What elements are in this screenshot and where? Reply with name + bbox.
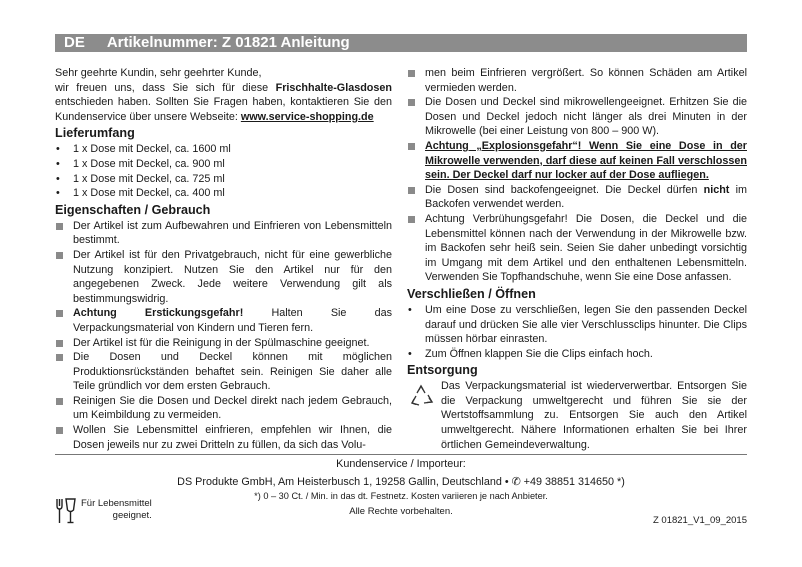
list-item: Reinigen Sie die Dosen und Deckel direkt nach jedem Gebrauch, um Keimbildung zu vermeiden. bbox=[55, 394, 392, 423]
cost-note: *) 0 – 30 Ct. / Min. in das dt. Festnetz. Kosten variieren je nach Anbieter. bbox=[254, 491, 548, 501]
eigenschaften-heading: Eigenschaften / Gebrauch bbox=[55, 202, 211, 217]
list-item: Der Artikel ist für die Reinigung in der Spülmaschine geeignet. bbox=[55, 336, 392, 351]
food-safe-label bbox=[55, 497, 152, 529]
entsorgung-block bbox=[407, 379, 747, 452]
verschliessen-heading: Verschließen / Öffnen bbox=[407, 286, 536, 301]
recycle-icon bbox=[407, 379, 441, 452]
list-item: • Zum Öffnen klappen Sie die Clips einfach hoch. bbox=[407, 347, 747, 362]
list-item: Die Dosen sind backofengeeignet. Die Deckel dürfen nicht im Backofen verwendet werden. bbox=[407, 183, 747, 212]
eigenschaften-list bbox=[55, 219, 392, 453]
list-item: • 1 x Dose mit Deckel, ca. 1600 ml bbox=[55, 142, 392, 157]
list-item: Achtung Verbrühungsgefahr! Die Dosen, die Deckel und die Lebensmittel können nach der Verwendung in der Mikrowelle bzw. im Backofen sehr heiß sein. Seien Sie daher unbedingt vorsichtig im Umgang mit dem Artikel und den enthaltenen Lebensmitteln. Verwenden Sie Topfhandschuhe, wenn Sie eine Dose anfassen. bbox=[407, 212, 747, 285]
glass-fork-icon bbox=[55, 497, 77, 529]
kundenservice-label: Kundenservice / Importeur: bbox=[336, 458, 466, 470]
footer-divider bbox=[55, 454, 747, 455]
list-item: • 1 x Dose mit Deckel, ca. 900 ml bbox=[55, 157, 392, 172]
lieferumfang-heading: Lieferumfang bbox=[55, 126, 135, 141]
intro-paragraph: wir freuen uns, dass Sie sich für diese Frischhalte-Glasdosen entschieden haben. Sollten Sie Fragen haben, kontaktieren Sie den Kundenservice über unsere Webseite: www.service-shopping.de bbox=[55, 81, 392, 123]
list-item: • Um eine Dose zu verschließen, legen Sie den passenden Deckel darauf und drücken Sie alle vier Verschlussclips hinunter. Die Clips müssen hörbar einrasten. bbox=[407, 303, 747, 347]
verschliessen-list bbox=[407, 303, 747, 361]
header-bar bbox=[55, 34, 747, 52]
greeting: Sehr geehrte Kundin, sehr geehrter Kunde, bbox=[55, 67, 262, 79]
list-item: Der Artikel ist zum Aufbewahren und Einfrieren von Lebensmitteln bestimmt. bbox=[55, 219, 392, 248]
rights-note: Alle Rechte vorbehalten. bbox=[349, 506, 453, 517]
food-safe-text-1: Für Lebensmittel bbox=[81, 498, 152, 509]
right-column bbox=[407, 66, 747, 452]
eigenschaften-list-continued bbox=[407, 66, 747, 285]
explosion-warning: Achtung „Explosionsgefahr“! Wenn Sie eine Dose in der Mikrowelle verwenden, darf diese auf keinen Fall verschlossen sein. Der Deckel darf nur locker auf der Dose aufliegen. bbox=[407, 139, 747, 183]
document-code: Z 01821_V1_09_2015 bbox=[652, 515, 747, 526]
list-item: Achtung Erstickungsgefahr! Halten Sie das Verpackungsmaterial von Kindern und Tieren fern. bbox=[55, 306, 392, 335]
list-item: Der Artikel ist für den Privatgebrauch, nicht für eine gewerbliche Nutzung konzipiert. Nutzen Sie den Artikel nur für den angegebenen Zweck. Jede weitere Verwendung gilt als bestimmungswidrig. bbox=[55, 248, 392, 306]
website-link[interactable]: www.service-shopping.de bbox=[240, 110, 374, 123]
entsorgung-heading: Entsorgung bbox=[407, 363, 478, 378]
list-item: Wollen Sie Lebensmittel einfrieren, empfehlen wir Ihnen, die Dosen jeweils nur zu zwei Dritteln zu füllen, da sich das Volu- bbox=[55, 423, 392, 452]
lieferumfang-list bbox=[55, 142, 392, 200]
left-column bbox=[55, 66, 392, 452]
list-item: • 1 x Dose mit Deckel, ca. 725 ml bbox=[55, 172, 392, 187]
language-code: DE bbox=[64, 34, 85, 51]
list-item-continued: men beim Einfrieren vergrößert. So können Schäden am Artikel vermieden werden. bbox=[407, 66, 747, 95]
entsorgung-text: Das Verpackungsmaterial ist wiederverwertbar. Entsorgen Sie die Verpackung umweltgerecht und führen Sie sie der Wertstoffsammlung zu. Entsorgen Sie auch den Artikel umweltgerecht. Nähere Informationen erhalten Sie bei Ihrer örtlichen Gemeindeverwaltung. bbox=[441, 380, 747, 451]
list-item: Die Dosen und Deckel sind mikrowellengeeignet. Erhitzen Sie die Dosen und Deckel jedoch nicht länger als drei Minuten in der Mikrowelle (bei einer Leistung von 800 – 900 W). bbox=[407, 95, 747, 139]
header-title: Artikelnummer: Z 01821 Anleitung bbox=[106, 34, 350, 51]
food-safe-text-2: geeignet. bbox=[112, 510, 152, 521]
list-item: Die Dosen und Deckel können mit möglichen Produktionsrückständen behaftet sein. Reinigen Sie daher alle Teile gründlich vor dem ersten Gebrauch. bbox=[55, 350, 392, 394]
product-name: Frischhalte-Glasdosen bbox=[275, 81, 392, 94]
company-address: DS Produkte GmbH, Am Heisterbusch 1, 19258 Gallin, Deutschland • ✆ +49 38851 314650 *) bbox=[177, 476, 625, 488]
list-item: • 1 x Dose mit Deckel, ca. 400 ml bbox=[55, 186, 392, 201]
